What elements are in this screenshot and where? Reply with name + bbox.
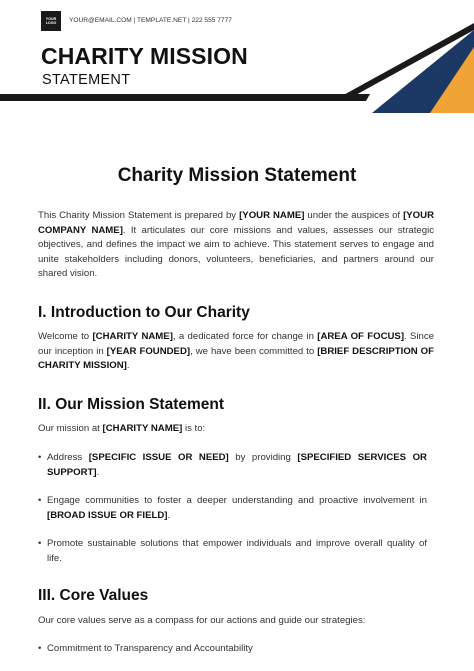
bullet-text: Promote sustainable solutions that empower individuals and improve overall quality of life.: [47, 538, 427, 564]
document-heading: Charity Mission Statement: [117, 165, 357, 186]
mission-bullet-1: [38, 451, 427, 480]
intro-paragraph: This Charity Mission Statement is prepared by [YOUR NAME] under the auspices of [YOUR COMPANY NAME]. It articulates our core missions and values, assesses our strategic objectives, and defines the impact we aim to achieve. This statement serves to engage and unite stakeholders including donors, volunteers, beneficiaries, and partners around our shared vision.: [38, 210, 434, 280]
section-1-title: I. Introduction to Our Charity: [38, 304, 250, 321]
company-logo: YOUR LOGO: [41, 11, 61, 31]
header-rule-left: [0, 94, 370, 101]
bullet-marker: •: [38, 538, 42, 549]
mission-bullet-3: [38, 537, 427, 566]
section-2-lead: Our mission at [CHARITY NAME] is to:: [38, 423, 206, 434]
bullet-marker: •: [38, 452, 42, 463]
values-bullet-1: [38, 642, 427, 657]
bullet-text: Address [SPECIFIC ISSUE OR NEED] by providing [SPECIFIED SERVICES OR SUPPORT].: [47, 452, 427, 478]
bullet-text: Engage communities to foster a deeper understanding and proactive involvement in [BROAD ISSUE OR FIELD].: [47, 495, 427, 521]
mission-bullet-2: [38, 494, 427, 523]
section-3-lead: Our core values serve as a compass for our actions and guide our strategies:: [38, 615, 366, 626]
section-1-body: Welcome to [CHARITY NAME], a dedicated force for change in [AREA OF FOCUS]. Since our inception in [YEAR FOUNDED], we have been committed to [BRIEF DESCRIPTION OF CHARITY MISSION].: [38, 331, 435, 372]
section-2-title: II. Our Mission Statement: [38, 396, 225, 413]
bullet-marker: •: [38, 643, 42, 654]
header-decoration: [0, 0, 474, 120]
section-3-title: III. Core Values: [38, 587, 149, 604]
page-title: CHARITY MISSION: [41, 43, 248, 69]
page-subtitle: STATEMENT: [42, 72, 131, 88]
contact-info: YOUR@EMAIL.COM | TEMPLATE.NET | 222 555 7777: [69, 17, 232, 24]
bullet-text: Commitment to Transparency and Accountability: [47, 643, 253, 654]
bullet-marker: •: [38, 495, 42, 506]
